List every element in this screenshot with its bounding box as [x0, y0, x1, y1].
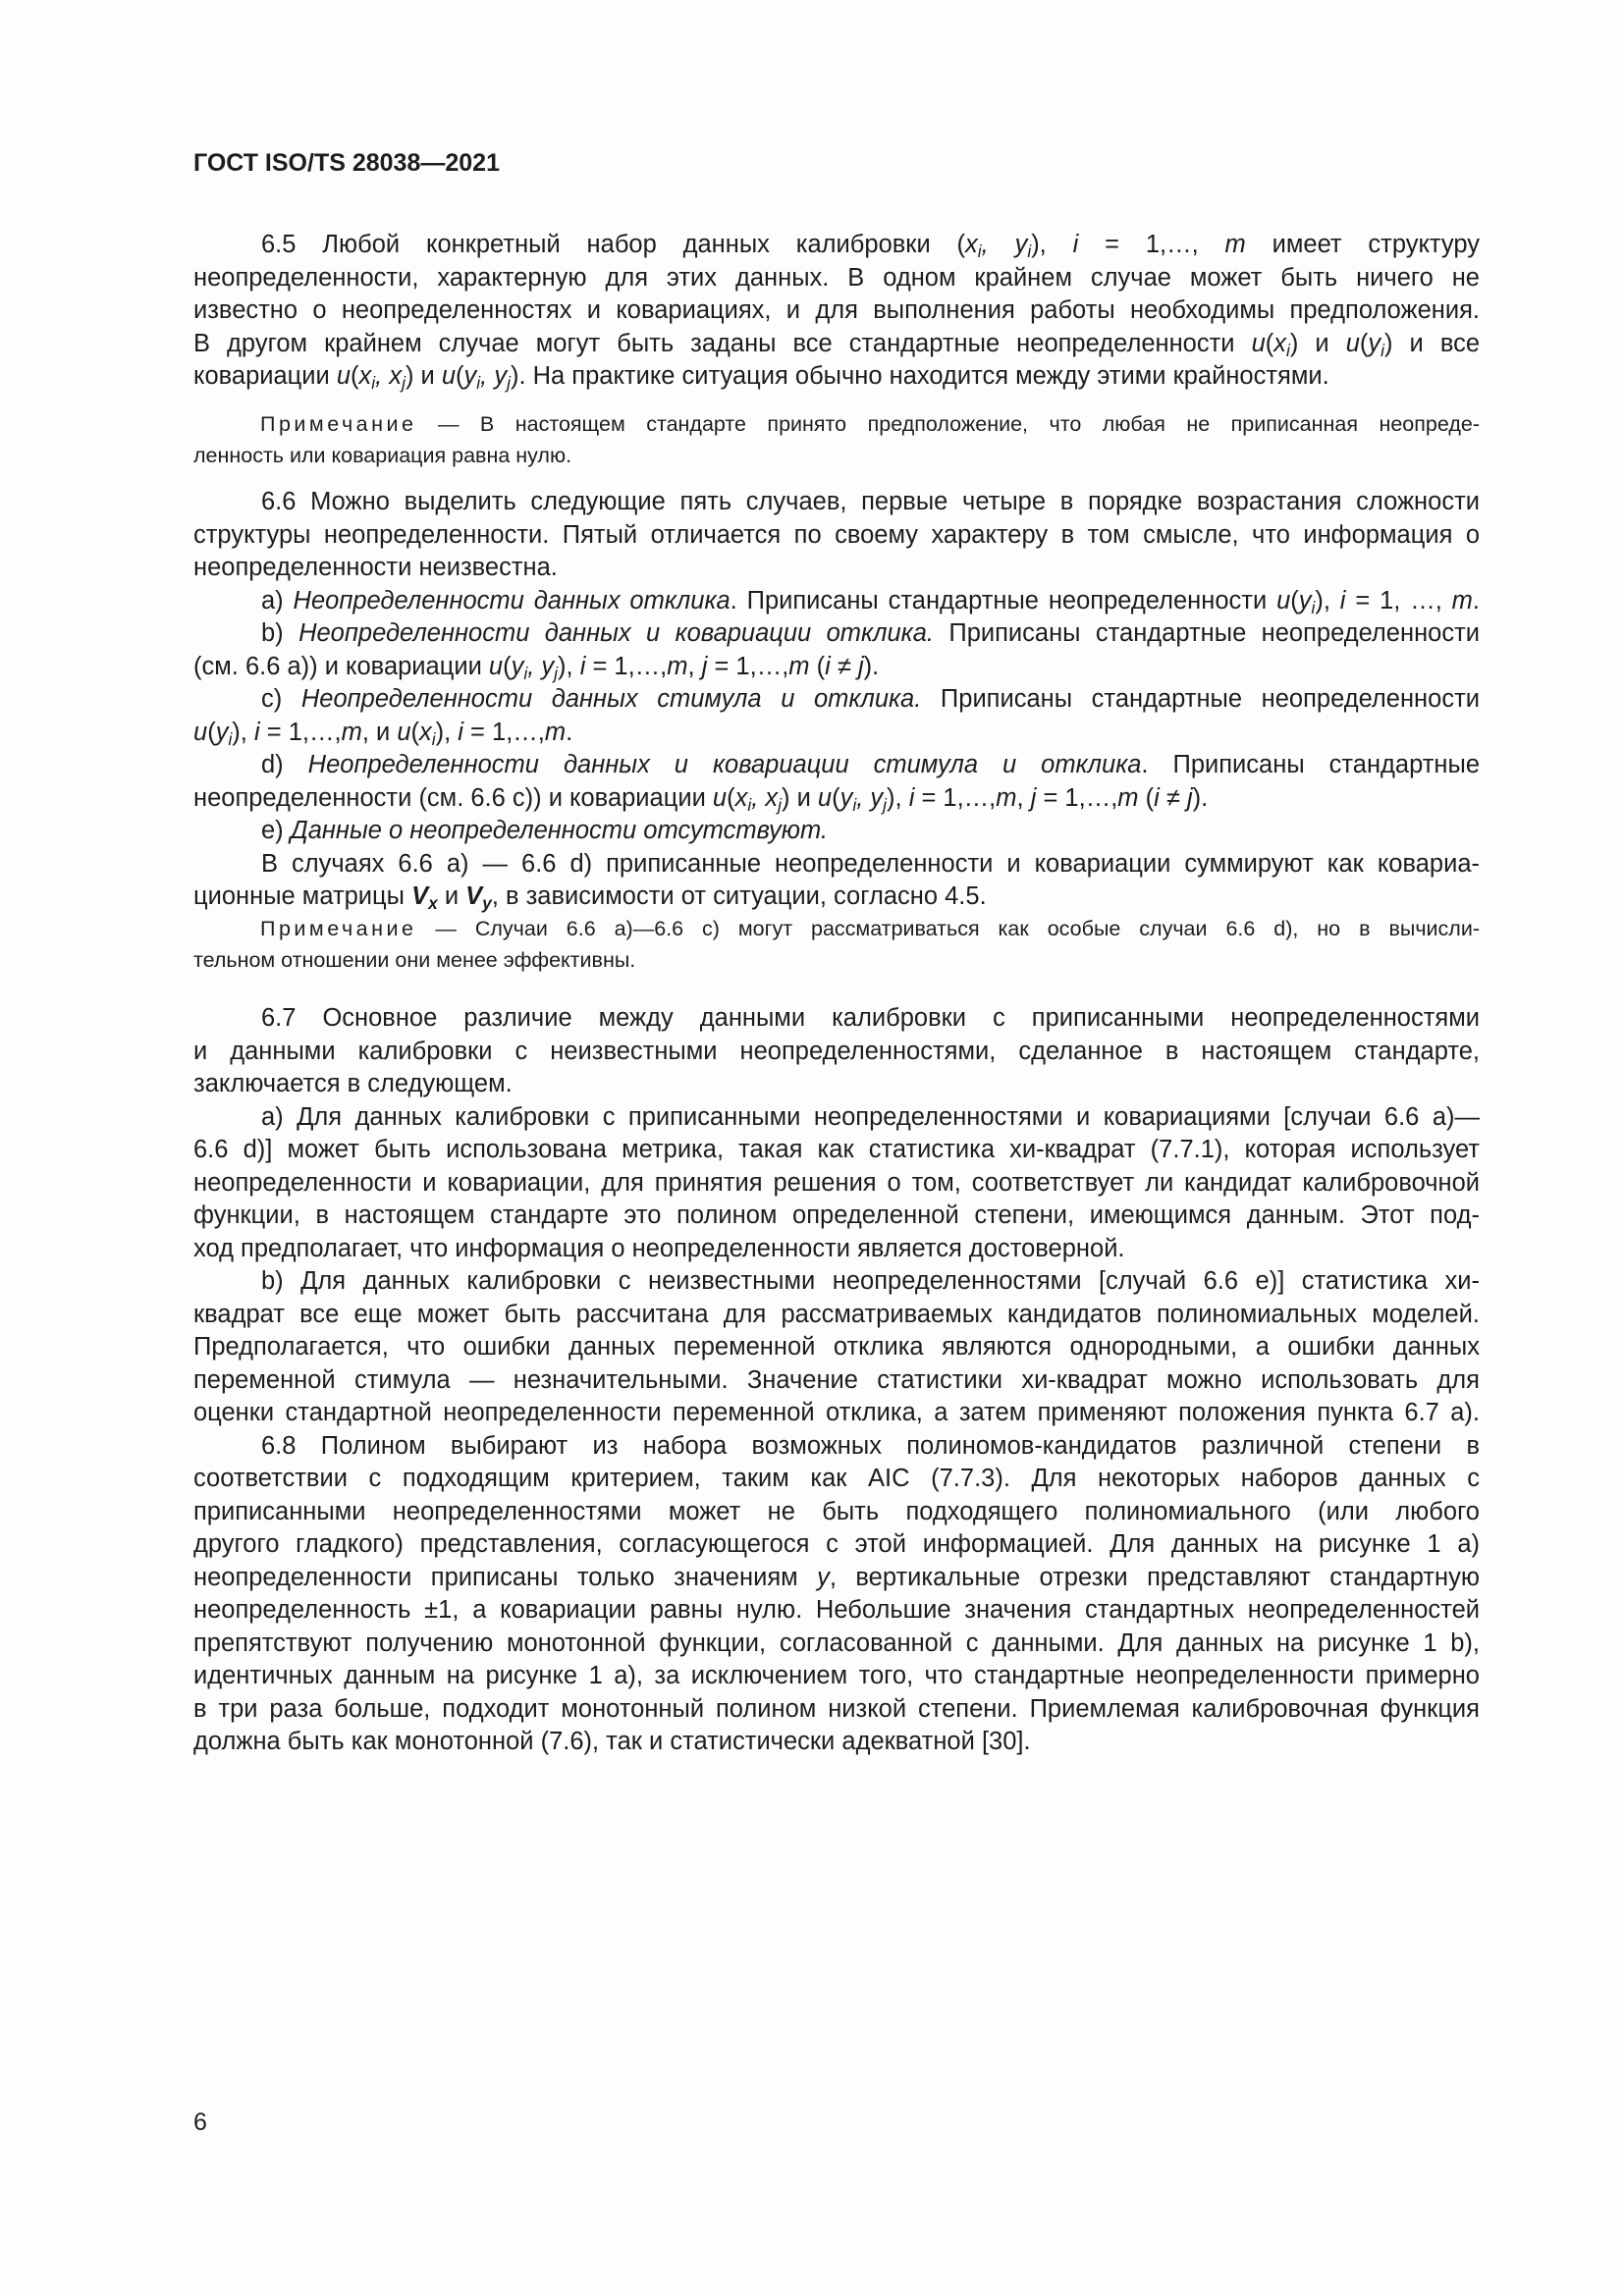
- math-subscript: i: [1027, 241, 1032, 262]
- text-run: ).: [1192, 783, 1209, 812]
- math-subscript: y: [482, 893, 492, 914]
- text-run: ) и: [1289, 329, 1346, 357]
- text-line: [193, 1299, 1480, 1332]
- text-run: b): [261, 619, 299, 647]
- italic-text: Неопределенности данных и ковариации отклика.: [298, 619, 934, 647]
- text-run: ) и все: [1384, 329, 1481, 357]
- text-run: = 1,…,: [259, 718, 342, 746]
- text-line: [193, 1528, 1480, 1562]
- text-line: [193, 1233, 1480, 1266]
- text-run: (: [1265, 329, 1274, 357]
- text-line: [193, 1430, 1480, 1464]
- italic-text: j: [701, 652, 708, 680]
- text-run: В случаях 6.6 a) — 6.6 d) приписанные неопределенности и ковариации суммируют как ковариа-: [261, 849, 1480, 878]
- text-line: [193, 617, 1480, 651]
- text-run: , вертикальные отрезки представляют стандартную: [829, 1563, 1481, 1591]
- text-run: c): [261, 685, 301, 713]
- math-base: x: [389, 362, 403, 390]
- text-run: (: [809, 652, 826, 680]
- text-run: идентичных данным на рисунке 1 a), за исключением того, что стандартные неопределенности примерно: [193, 1662, 1480, 1689]
- text-run: a): [261, 586, 294, 614]
- text-line: [193, 486, 1480, 519]
- italic-text: m: [667, 652, 688, 680]
- text-line: [193, 782, 1480, 816]
- italic-text: m: [1451, 586, 1473, 614]
- text-run: структуры неопределенности. Пятый отличается по своему характеру в том смысле, что информация о: [193, 520, 1480, 549]
- math-subscript: i: [228, 728, 233, 749]
- math-subscript: i: [747, 794, 752, 815]
- text-run: ),: [232, 718, 254, 746]
- math-symbol: [1273, 329, 1290, 360]
- text-run: и данными калибровки с неизвестными неопределенностями, сделанное в настоящем стандарте,: [193, 1037, 1480, 1065]
- italic-text: i: [253, 718, 260, 746]
- document-header: ГОСТ ISO/TS 28038—2021: [193, 149, 500, 177]
- text-line: [193, 440, 1480, 471]
- italic-text: u: [1251, 329, 1266, 357]
- text-run: (: [1359, 329, 1369, 357]
- text-run: другого гладкого) представления, согласующегося с этой информацией. Для данных на рисунке 1 a): [193, 1530, 1480, 1558]
- text-run: заключается в следующем.: [193, 1070, 513, 1097]
- text-run: Предполагается, что ошибки данных переменной отклика являются однородными, а ошибки данных: [193, 1333, 1480, 1361]
- text-run: ,: [1016, 783, 1031, 812]
- text-run: = 1,…,: [914, 783, 997, 812]
- text-run: Приписаны стандартные неопределенности: [933, 619, 1481, 647]
- math-subscript: i: [1286, 340, 1290, 360]
- page-number: 6: [193, 2109, 207, 2136]
- text-line: [193, 944, 1480, 976]
- paragraph-p67: [193, 1002, 1480, 1759]
- text-line: [193, 1200, 1480, 1233]
- text-run: d): [261, 751, 308, 778]
- text-run: соответствии с подходящим критерием, таким как AIC (7.7.3). Для некоторых наборов данных с: [193, 1465, 1480, 1492]
- italic-text: j: [1030, 783, 1037, 812]
- note-label: Примечание: [260, 917, 417, 940]
- note-n2: [193, 913, 1480, 976]
- text-line: [193, 229, 1480, 262]
- text-run: функции, в настоящем стандарте это полином определенной степени, имеющимся данным. Этот под-: [193, 1201, 1480, 1229]
- text-run: = 1,…,: [1036, 783, 1118, 812]
- text-line: [193, 913, 1480, 944]
- math-base: x: [419, 718, 432, 746]
- text-run: переменной стимула — незначительными. Значение статистики хи-квадрат можно использовать для: [193, 1365, 1480, 1394]
- text-run: известно о неопределенностях и ковариациях, и для выполнения работы необходимы предположения.: [193, 296, 1480, 324]
- text-run: неопределенности неизвестна.: [193, 554, 558, 581]
- text-run: и: [437, 882, 466, 910]
- text-run: квадрат все еще может быть рассчитана для рассматриваемых кандидатов полиномиальных моделей.: [193, 1300, 1480, 1328]
- text-line: [193, 1463, 1480, 1496]
- italic-text: m: [996, 783, 1017, 812]
- text-run: = 1,…,: [462, 718, 545, 746]
- text-line: [193, 1364, 1480, 1398]
- math-base: y: [511, 652, 524, 680]
- text-line: [193, 585, 1480, 618]
- text-run: (: [410, 718, 419, 746]
- text-line: [193, 262, 1480, 295]
- math-subscript: i: [476, 373, 481, 394]
- math-subscript: j: [554, 663, 559, 683]
- italic-text: Неопределенности данных и ковариации стимула и отклика: [307, 751, 1142, 778]
- math-base: y: [1014, 231, 1028, 258]
- text-run: ) и: [782, 783, 818, 812]
- text-line: [193, 1101, 1480, 1135]
- text-line: [193, 1265, 1480, 1299]
- math-symbol: [1368, 329, 1384, 360]
- math-symbol: [765, 783, 783, 815]
- math-base: y: [541, 652, 555, 680]
- math-symbol: [419, 718, 436, 749]
- text-line: [193, 881, 1480, 914]
- text-run: (: [351, 362, 359, 390]
- italic-text: y: [817, 1563, 830, 1591]
- math-subscript: i: [523, 663, 528, 683]
- text-run: ),: [558, 652, 580, 680]
- text-run: (: [456, 362, 464, 390]
- italic-text: ,: [375, 362, 383, 390]
- math-base: y: [463, 362, 477, 390]
- italic-text: Данные о неопределенности отсутствуют.: [290, 817, 828, 844]
- text-run: .: [1472, 586, 1480, 614]
- text-run: ),: [435, 718, 459, 746]
- text-run: = 1,…,: [707, 652, 789, 680]
- math-base: y: [839, 783, 853, 812]
- text-line: [193, 1628, 1480, 1661]
- math-symbol: [411, 882, 438, 914]
- math-base: y: [1298, 586, 1312, 614]
- text-run: (: [1138, 783, 1155, 812]
- text-line: [193, 749, 1480, 782]
- text-line: [193, 1397, 1480, 1430]
- italic-text: m: [341, 718, 362, 746]
- math-symbol: [358, 362, 376, 394]
- math-subscript: j: [507, 373, 511, 394]
- italic-text: i: [1339, 586, 1346, 614]
- italic-text: Неопределенности данных стимула и отклика.: [300, 685, 922, 713]
- text-run: приписанными неопределенностями может не быть подходящего полиномиального (или любого: [193, 1497, 1480, 1525]
- text-line: [193, 651, 1480, 684]
- italic-text: ,: [527, 652, 535, 680]
- math-subscript: j: [778, 794, 783, 815]
- math-symbol: [1014, 231, 1032, 262]
- text-run: [989, 231, 1015, 258]
- math-subscript: i: [852, 794, 857, 815]
- italic-text: u: [1345, 329, 1360, 357]
- math-base: y: [215, 718, 229, 746]
- text-run: ),: [1031, 231, 1073, 258]
- text-run: = 1,…,: [1078, 231, 1225, 258]
- text-run: неопределенности, характерную для этих данных. В одном крайнем случае может быть ничего не: [193, 263, 1480, 292]
- math-subscript: j: [883, 794, 888, 815]
- text-run: ,: [687, 652, 702, 680]
- text-run: В другом крайнем случае могут быть заданы все стандартные неопределенности: [193, 329, 1252, 357]
- math-symbol: [463, 362, 481, 394]
- math-symbol: [541, 652, 559, 683]
- text-run: ковариации: [193, 362, 337, 390]
- text-line: [193, 1036, 1480, 1069]
- text-run: ),: [1315, 586, 1340, 614]
- italic-text: i: [579, 652, 586, 680]
- italic-text: u: [441, 362, 457, 390]
- text-run: ход предполагает, что информация о неопределенности является достоверной.: [193, 1234, 1125, 1262]
- text-run: 6.5 Любой конкретный набор данных калибровки (: [261, 231, 966, 258]
- paragraph-p65: [193, 229, 1480, 394]
- text-line: [193, 1496, 1480, 1529]
- math-base: y: [870, 783, 884, 812]
- text-run: 6.8 Полином выбирают из набора возможных полиномов-кандидатов различной степени в: [261, 1431, 1480, 1460]
- math-symbol: [389, 362, 406, 394]
- text-run: (: [1290, 586, 1299, 614]
- text-run: (: [503, 652, 512, 680]
- italic-text: u: [397, 718, 411, 746]
- text-run: ). На практике ситуация обычно находится между этими крайностями.: [510, 362, 1329, 390]
- text-line: [193, 360, 1480, 394]
- math-subscript: j: [402, 373, 406, 394]
- math-symbol: [511, 652, 528, 683]
- italic-text: Неопределенности данных отклика: [293, 586, 731, 614]
- text-run: . Приписаны стандартные: [1141, 751, 1480, 778]
- text-run: = 1,…,: [585, 652, 668, 680]
- math-symbol: [965, 231, 982, 262]
- text-run: .: [566, 718, 573, 746]
- text-run: — В настоящем стандарте принято предположение, что любая не приписанная неопреде-: [416, 412, 1480, 436]
- text-run: Приписаны стандартные неопределенности: [921, 685, 1480, 713]
- math-base: V: [465, 882, 483, 910]
- math-subscript: x: [428, 893, 438, 914]
- italic-text: m: [544, 718, 567, 746]
- italic-text: i: [458, 718, 463, 746]
- math-subscript: i: [1380, 340, 1384, 360]
- text-run: , в зависимости от ситуации, согласно 4.5.: [491, 882, 987, 910]
- text-run: b) Для данных калибровки с неизвестными неопределенностями [случай 6.6 e)] статистика хи-: [261, 1267, 1480, 1295]
- italic-text: u: [193, 718, 208, 746]
- math-subscript: i: [371, 373, 376, 394]
- math-symbol: [465, 882, 492, 914]
- math-symbol: [734, 783, 752, 815]
- paragraph-p66: [193, 486, 1480, 914]
- italic-text: i ≠ j: [1154, 783, 1193, 812]
- text-line: [193, 683, 1480, 717]
- math-subscript: i: [431, 728, 436, 749]
- text-line: [193, 294, 1480, 328]
- math-base: x: [965, 231, 978, 258]
- text-run: препятствуют получению монотонной функции, согласованной с данными. Для данных на рисунке 1 b),: [193, 1629, 1480, 1657]
- text-line: [193, 408, 1480, 440]
- text-run: в три раза больше, подходит монотонный полином низкой степени. Приемлемая калибровочная функция: [193, 1694, 1480, 1723]
- text-line: [193, 1002, 1480, 1036]
- text-run: ционные матрицы: [193, 882, 412, 910]
- text-line: [193, 1693, 1480, 1727]
- text-run: ) и: [405, 362, 442, 390]
- math-base: x: [1273, 329, 1287, 357]
- text-line: [193, 519, 1480, 553]
- italic-text: u: [336, 362, 352, 390]
- italic-text: u: [817, 783, 833, 812]
- math-symbol: [215, 718, 233, 749]
- text-run: имеет структуру: [1245, 231, 1481, 258]
- text-run: ).: [863, 652, 880, 680]
- text-line: [193, 815, 1480, 848]
- math-base: x: [734, 783, 748, 812]
- italic-text: u: [1276, 586, 1291, 614]
- text-run: e): [261, 817, 291, 844]
- italic-text: ,: [856, 783, 864, 812]
- text-run: . Приписаны стандартные неопределенности: [730, 586, 1277, 614]
- math-base: x: [765, 783, 779, 812]
- text-run: — Случаи 6.6 a)—6.6 c) могут рассматриваться как особые случаи 6.6 d), но в вычисли-: [416, 917, 1480, 940]
- text-run: неопределенности (см. 6.6 c)) и ковариации: [193, 783, 713, 812]
- math-symbol: [870, 783, 888, 815]
- math-subscript: i: [977, 241, 982, 262]
- text-line: [193, 1068, 1480, 1101]
- italic-text: m: [1224, 231, 1246, 258]
- text-run: неопределенности приписаны только значениям: [193, 1563, 818, 1591]
- text-line: [193, 1134, 1480, 1167]
- italic-text: i ≠ j: [825, 652, 864, 680]
- text-run: неопределенности и ковариации, для принятия решения о том, соответствует ли кандидат калибровочной: [193, 1168, 1480, 1197]
- text-run: (: [727, 783, 735, 812]
- math-symbol: [1298, 586, 1316, 617]
- italic-text: u: [488, 652, 504, 680]
- italic-text: ,: [480, 362, 488, 390]
- text-run: неопределенность ±1, а ковариации равны нулю. Небольшие значения стандартных неопределенностей: [193, 1596, 1480, 1624]
- text-run: должна быть как монотонной (7.6), так и статистически адекватной [30].: [193, 1728, 1031, 1755]
- math-base: V: [411, 882, 429, 910]
- text-run: тельном отношении они менее эффективны.: [193, 948, 636, 972]
- italic-text: i: [1072, 231, 1079, 258]
- math-base: y: [494, 362, 508, 390]
- text-run: 6.7 Основное различие между данными калибровки с приписанными неопределенностями: [261, 1004, 1480, 1032]
- math-base: y: [1368, 329, 1381, 357]
- text-line: [193, 328, 1480, 361]
- text-line: [193, 1660, 1480, 1693]
- math-symbol: [839, 783, 857, 815]
- text-run: 6.6 Можно выделить следующие пять случаев, первые четыре в порядке возрастания сложности: [261, 488, 1480, 515]
- text-run: (: [832, 783, 840, 812]
- italic-text: m: [1117, 783, 1139, 812]
- text-line: [193, 552, 1480, 585]
- italic-text: u: [712, 783, 728, 812]
- math-subscript: i: [1311, 597, 1316, 617]
- italic-text: ,: [751, 783, 759, 812]
- math-base: x: [358, 362, 372, 390]
- italic-text: m: [788, 652, 810, 680]
- text-line: [193, 1331, 1480, 1364]
- text-line: [193, 717, 1480, 750]
- text-run: a) Для данных калибровки с приписанными неопределенностями и ковариациями [случаи 6.6 a)—: [261, 1102, 1480, 1131]
- note-n1: [193, 408, 1480, 471]
- text-line: [193, 1562, 1480, 1595]
- note-label: Примечание: [260, 412, 417, 436]
- math-symbol: [494, 362, 511, 394]
- text-line: [193, 1594, 1480, 1628]
- text-run: = 1, …,: [1345, 586, 1452, 614]
- text-line: [193, 1726, 1480, 1759]
- italic-text: i: [908, 783, 915, 812]
- text-run: (: [207, 718, 216, 746]
- text-run: оценки стандартной неопределенности переменной отклика, а затем применяют положения пункта 6.7 a).: [193, 1399, 1480, 1426]
- text-line: [193, 848, 1480, 881]
- text-run: ленность или ковариация равна нулю.: [193, 444, 572, 467]
- text-run: , и: [361, 718, 398, 746]
- text-run: 6.6 d)] может быть использована метрика, такая как статистика хи-квадрат (7.7.1), которая использует: [193, 1136, 1480, 1163]
- italic-text: ,: [981, 231, 989, 258]
- text-run: (см. 6.6 a)) и ковариации: [193, 652, 489, 680]
- text-run: ),: [887, 783, 909, 812]
- text-line: [193, 1167, 1480, 1201]
